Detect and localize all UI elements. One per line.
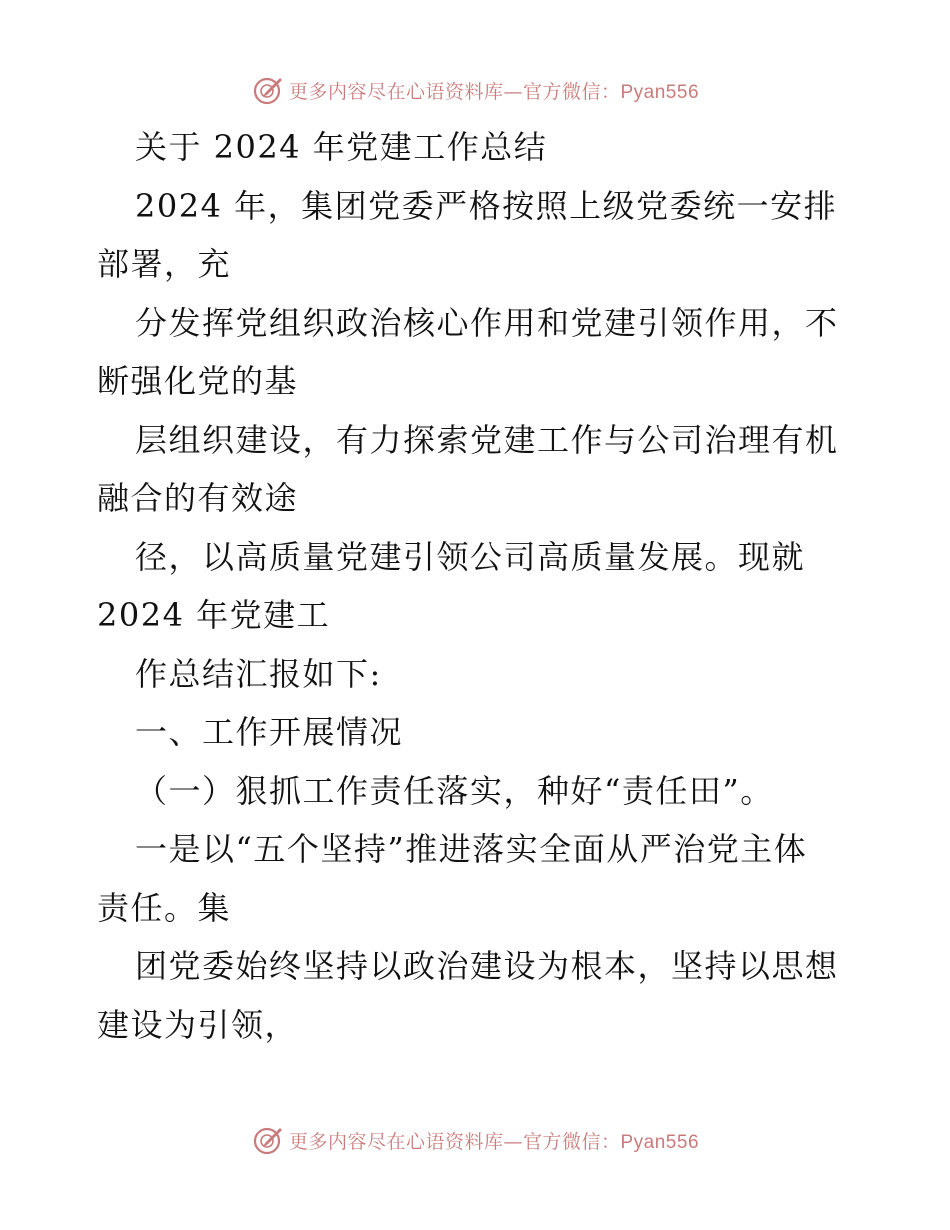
- document-body: [97, 118, 867, 1054]
- text-line: 团党委始终坚持以政治建设为根本，坚持以思想: [135, 947, 839, 985]
- watermark-text: 更多内容尽在心语资料库—官方微信：: [288, 1130, 621, 1153]
- watermark-id: Pyan556: [620, 1131, 700, 1153]
- text-line: 融合的有效途: [97, 479, 299, 517]
- text-line: 径，以高质量党建引领公司高质量发展。现就: [135, 537, 806, 576]
- pen-logo-icon: [251, 1123, 285, 1157]
- text-line: 断强化党的基: [97, 362, 299, 400]
- text-line: 分发挥党组织政治核心作用和党建引领作用，不: [135, 303, 839, 342]
- section-heading: 一、工作开展情况: [135, 713, 404, 751]
- document-title: 关于 2024 年党建工作总结: [135, 128, 548, 166]
- text-line: 一是以“五个坚持”推进落实全面从严治党主体: [135, 830, 808, 868]
- text-line: 2024 年，集团党委严格按照上级党委统一安排: [135, 186, 838, 225]
- pen-logo-icon: [251, 73, 285, 107]
- subsection-heading: （一）狠抓工作责任落实，种好“责任田”。: [135, 771, 774, 810]
- text-line: 2024 年党建工: [97, 596, 331, 634]
- watermark-header: [0, 70, 950, 110]
- text-line: 责任。集: [97, 888, 232, 927]
- text-line: 部署，充: [97, 245, 232, 283]
- watermark-text: 更多内容尽在心语资料库—官方微信：: [288, 80, 621, 103]
- watermark-id: Pyan556: [620, 81, 700, 103]
- text-line: 层组织建设，有力探索党建工作与公司治理有机: [135, 420, 839, 459]
- text-line: 作总结汇报如下:: [135, 654, 382, 693]
- text-line: 建设为引领，: [97, 1005, 299, 1044]
- watermark-footer: [0, 1120, 950, 1160]
